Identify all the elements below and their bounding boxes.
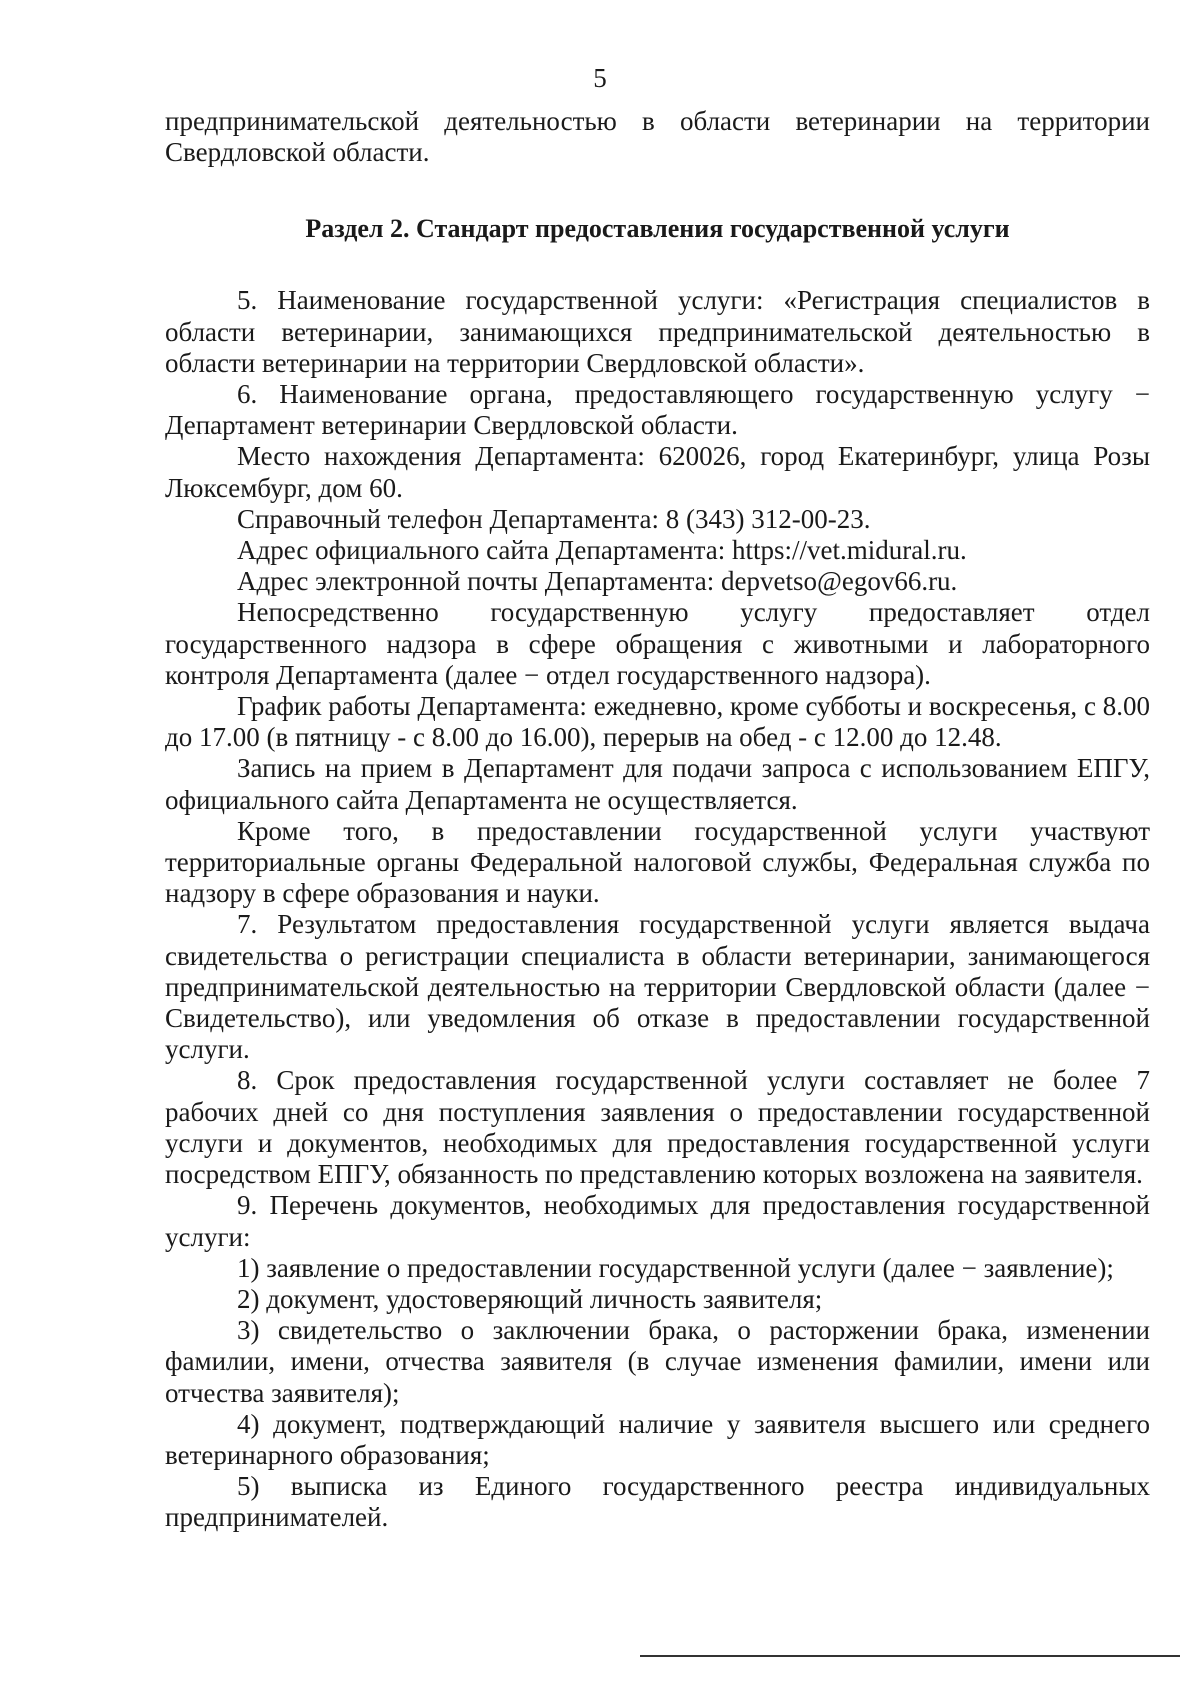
paragraph-participants: Кроме того, в предоставлении государственной услуги участвуют территориальные органы Федеральной налоговой службы, Федеральная служба по надзору в сфере образования и науки. — [165, 815, 1150, 909]
list-item-application: 1) заявление о предоставлении государственной услуги (далее − заявление); — [237, 1252, 1114, 1283]
paragraph-working-hours: График работы Департамента: ежедневно, кроме субботы и воскресенья, с 8.00 до 17.00 (в пятницу - с 8.00 до 16.00), перерыв на обед - с 12.00 до 12.48. — [165, 691, 1150, 753]
list-item-education-document: 4) документ, подтверждающий наличие у заявителя высшего или среднего ветеринарного образования; — [165, 1408, 1150, 1470]
list-item-registry-extract: 5) выписка из Единого государственного реестра индивидуальных предпринимателей. — [165, 1471, 1150, 1533]
paragraph-responsible-department: Непосредственно государственную услугу предоставляет отдел государственного надзора в сфере обращения с животными и лабораторного контроля Департамента (далее − отдел государственного надзора). — [165, 597, 1150, 690]
intro-paragraph: предпринимательской деятельностью в области ветеринарии на территории Свердловской области. — [165, 106, 1150, 168]
paragraph-appointment: Запись на прием в Департамент для подачи запроса с использованием ЕПГУ, официального сайта Департамента не осуществляется. — [165, 753, 1150, 815]
paragraph-item-7-result: 7. Результатом предоставления государственной услуги является выдача свидетельства о регистрации специалиста в области ветеринарии, занимающегося предпринимательской деятельностью на территории Свердловской области (далее − Свидетельство), или уведомления об отказе в предоставлении государственной услуги. — [165, 909, 1150, 1065]
paragraph-item-9-documents: 9. Перечень документов, необходимых для предоставления государственной услуги: — [165, 1190, 1150, 1252]
paragraph-website: Адрес официального сайта Департамента: https://vet.midural.ru. — [237, 535, 967, 566]
page-number: 5 — [593, 63, 607, 93]
document-body — [165, 106, 1150, 1534]
paragraph-phone: Справочный телефон Департамента: 8 (343) 312-00-23. — [237, 503, 871, 534]
section-heading: Раздел 2. Стандарт предоставления государственной услуги — [305, 214, 1010, 244]
paragraph-item-5-service-name: 5. Наименование государственной услуги: «Регистрация специалистов в области ветеринарии, занимающихся предпринимательской деятельностью в области ветеринарии на территории Свердловской области». — [165, 285, 1150, 378]
list-item-identity-document: 2) документ, удостоверяющий личность заявителя; — [237, 1283, 823, 1314]
paragraph-location: Место нахождения Департамента: 620026, город Екатеринбург, улица Розы Люксембург, дом 60. — [165, 441, 1150, 503]
list-item-marriage-certificate: 3) свидетельство о заключении брака, о расторжении брака, изменении фамилии, имени, отчества заявителя (в случае изменения фамилии, имени или отчества заявителя); — [165, 1315, 1150, 1408]
paragraph-email: Адрес электронной почты Департамента: depvetso@egov66.ru. — [237, 566, 958, 597]
paragraph-item-8-term: 8. Срок предоставления государственной услуги составляет не более 7 рабочих дней со дня поступления заявления о предоставлении государственной услуги и документов, необходимых для предоставления государственной услуги посредством ЕПГУ, обязанность по представлению которых возложена на заявителя. — [165, 1065, 1150, 1190]
paragraph-item-6-authority: 6. Наименование органа, предоставляющего государственную услугу − Департамент ветеринарии Свердловской области. — [165, 379, 1150, 441]
footer-rule — [640, 1655, 1180, 1657]
